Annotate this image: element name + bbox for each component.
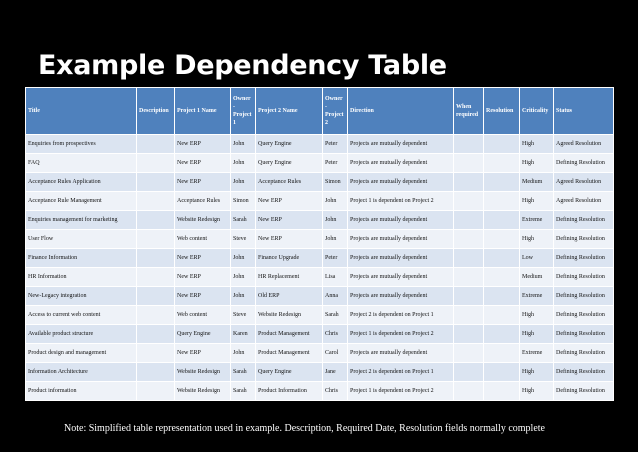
table-cell: Projects are mutually dependent	[348, 344, 454, 363]
table-cell: Extreme	[520, 344, 554, 363]
table-cell: Defining Resolution	[554, 230, 614, 249]
table-cell: Acceptance Rules	[175, 192, 231, 211]
table-cell: Agreed Resolution	[554, 135, 614, 154]
table-cell: Defining Resolution	[554, 363, 614, 382]
table-cell	[484, 344, 520, 363]
table-cell: John	[231, 135, 256, 154]
table-cell: Projects are mutually dependent	[348, 135, 454, 154]
table-cell	[454, 306, 484, 325]
table-cell: John	[231, 249, 256, 268]
table-cell	[454, 382, 484, 401]
table-cell	[454, 173, 484, 192]
table-cell: Website Redesign	[256, 306, 323, 325]
table-cell: High	[520, 135, 554, 154]
footnote: Note: Simplified table representation used in example. Description, Required Date, Resolution fields normally complete	[64, 423, 545, 434]
table-cell: Agreed Resolution	[554, 173, 614, 192]
table-cell: Acceptance Rules	[256, 173, 323, 192]
table-cell: Lisa	[323, 268, 348, 287]
table-cell: Project 1 is dependent on Project 2	[348, 325, 454, 344]
table-cell	[137, 363, 175, 382]
table-cell: Jane	[323, 363, 348, 382]
table-cell: Projects are mutually dependent	[348, 154, 454, 173]
table-cell	[484, 135, 520, 154]
table-cell: High	[520, 154, 554, 173]
table-cell: Product Management	[256, 344, 323, 363]
table-cell: Steve	[231, 230, 256, 249]
table-cell: New ERP	[256, 211, 323, 230]
table-cell: FAQ	[26, 154, 137, 173]
table-cell	[484, 173, 520, 192]
table-cell: Information Architecture	[26, 363, 137, 382]
table-row	[26, 211, 614, 230]
table-cell: Project 1 is dependent on Project 2	[348, 382, 454, 401]
table-cell: HR Information	[26, 268, 137, 287]
table-cell: High	[520, 325, 554, 344]
table-cell: Finance Upgrade	[256, 249, 323, 268]
slide-title: Example Dependency Table	[38, 50, 447, 81]
table-cell	[454, 249, 484, 268]
table-cell	[137, 268, 175, 287]
table-cell: Carol	[323, 344, 348, 363]
table-cell	[454, 192, 484, 211]
table-cell: Projects are mutually dependent	[348, 211, 454, 230]
table-cell	[137, 173, 175, 192]
table-row	[26, 325, 614, 344]
table-cell: Defining Resolution	[554, 268, 614, 287]
table-cell: John	[323, 211, 348, 230]
table-cell: Acceptance Rule Management	[26, 192, 137, 211]
table-cell: Website Redesign	[175, 211, 231, 230]
table-row	[26, 249, 614, 268]
table-cell	[454, 363, 484, 382]
table-cell	[137, 154, 175, 173]
table-cell: John	[231, 287, 256, 306]
dependency-table-container	[25, 87, 613, 401]
table-cell: New-Legacy integration	[26, 287, 137, 306]
table-cell: Query Engine	[175, 325, 231, 344]
column-header: When required	[454, 88, 484, 135]
table-cell	[484, 154, 520, 173]
table-cell: New ERP	[175, 249, 231, 268]
table-cell	[484, 306, 520, 325]
table-cell: Query Engine	[256, 135, 323, 154]
table-cell: Projects are mutually dependent	[348, 230, 454, 249]
table-cell: New ERP	[256, 230, 323, 249]
table-row	[26, 192, 614, 211]
table-row	[26, 363, 614, 382]
dependency-table	[25, 87, 614, 401]
table-cell	[137, 306, 175, 325]
column-header: Project 1 Name	[175, 88, 231, 135]
table-cell	[137, 192, 175, 211]
column-header: Owner - Project 1	[231, 88, 256, 135]
column-header: Project 2 Name	[256, 88, 323, 135]
table-cell	[454, 344, 484, 363]
column-header: Owner - Project 2	[323, 88, 348, 135]
table-row	[26, 268, 614, 287]
table-row	[26, 382, 614, 401]
table-cell: Web content	[175, 230, 231, 249]
table-cell	[137, 249, 175, 268]
table-cell: Product Information	[256, 382, 323, 401]
table-cell	[137, 325, 175, 344]
table-cell: Projects are mutually dependent	[348, 268, 454, 287]
table-cell: John	[231, 154, 256, 173]
table-cell: John	[323, 192, 348, 211]
table-cell	[137, 287, 175, 306]
column-header: Direction	[348, 88, 454, 135]
table-cell: New ERP	[175, 173, 231, 192]
table-cell: Product design and management	[26, 344, 137, 363]
table-cell: Old ERP	[256, 287, 323, 306]
table-header-row	[26, 88, 614, 135]
table-cell: Simon	[323, 173, 348, 192]
table-cell: Sarah	[231, 382, 256, 401]
table-cell: Agreed Resolution	[554, 192, 614, 211]
table-cell: Sarah	[323, 306, 348, 325]
table-cell	[454, 230, 484, 249]
table-cell: HR Replacement	[256, 268, 323, 287]
table-cell	[484, 192, 520, 211]
table-cell: Available product structure	[26, 325, 137, 344]
table-cell: Product Management	[256, 325, 323, 344]
table-cell	[484, 211, 520, 230]
table-cell: Defining Resolution	[554, 325, 614, 344]
table-row	[26, 287, 614, 306]
table-cell: Low	[520, 249, 554, 268]
table-cell: Chris	[323, 382, 348, 401]
table-cell	[454, 287, 484, 306]
table-cell: Defining Resolution	[554, 287, 614, 306]
table-cell: New ERP	[256, 192, 323, 211]
table-cell: Medium	[520, 268, 554, 287]
table-row	[26, 230, 614, 249]
table-cell: Product information	[26, 382, 137, 401]
table-cell: High	[520, 363, 554, 382]
table-cell: John	[231, 344, 256, 363]
table-cell: New ERP	[175, 268, 231, 287]
table-cell	[137, 230, 175, 249]
table-cell	[454, 211, 484, 230]
table-cell: Defining Resolution	[554, 211, 614, 230]
table-cell: New ERP	[175, 135, 231, 154]
table-cell	[484, 230, 520, 249]
column-header: Criticality	[520, 88, 554, 135]
table-cell: Defining Resolution	[554, 154, 614, 173]
table-cell: Website Redesign	[175, 382, 231, 401]
table-cell	[454, 135, 484, 154]
table-cell: John	[323, 230, 348, 249]
table-cell	[484, 268, 520, 287]
column-header: Description	[137, 88, 175, 135]
table-cell: Project 1 is dependent on Project 2	[348, 192, 454, 211]
table-cell: High	[520, 192, 554, 211]
table-cell: Acceptance Rules Application	[26, 173, 137, 192]
table-cell: Defining Resolution	[554, 306, 614, 325]
table-cell: Anna	[323, 287, 348, 306]
table-cell: Extreme	[520, 211, 554, 230]
table-cell: Medium	[520, 173, 554, 192]
table-cell: John	[231, 268, 256, 287]
table-row	[26, 154, 614, 173]
table-cell: Sarah	[231, 211, 256, 230]
table-cell: Peter	[323, 249, 348, 268]
table-cell: Project 2 is dependent on Project 1	[348, 306, 454, 325]
table-cell	[454, 325, 484, 344]
table-cell: Simon	[231, 192, 256, 211]
table-cell: Defining Resolution	[554, 344, 614, 363]
table-cell: Peter	[323, 154, 348, 173]
table-cell: Projects are mutually dependent	[348, 249, 454, 268]
table-cell: Project 2 is dependent on Project 1	[348, 363, 454, 382]
table-cell	[137, 344, 175, 363]
table-cell	[484, 287, 520, 306]
table-cell	[137, 211, 175, 230]
table-cell: Finance Information	[26, 249, 137, 268]
table-cell	[484, 249, 520, 268]
column-header: Title	[26, 88, 137, 135]
table-cell: Karen	[231, 325, 256, 344]
table-cell: New ERP	[175, 287, 231, 306]
table-cell: Chris	[323, 325, 348, 344]
table-cell: Enquiries from prospectives	[26, 135, 137, 154]
table-cell: New ERP	[175, 344, 231, 363]
table-row	[26, 344, 614, 363]
table-cell	[484, 363, 520, 382]
column-header: Status	[554, 88, 614, 135]
table-cell: John	[231, 173, 256, 192]
table-cell	[454, 268, 484, 287]
table-cell: Steve	[231, 306, 256, 325]
table-cell: Projects are mutually dependent	[348, 173, 454, 192]
table-cell: Website Redesign	[175, 363, 231, 382]
table-cell	[137, 382, 175, 401]
table-cell: High	[520, 306, 554, 325]
table-body	[26, 135, 614, 401]
column-header: Resolution	[484, 88, 520, 135]
table-row	[26, 306, 614, 325]
table-cell: Peter	[323, 135, 348, 154]
table-cell	[484, 382, 520, 401]
table-cell: Access to current web content	[26, 306, 137, 325]
table-cell	[484, 325, 520, 344]
table-cell: Query Engine	[256, 154, 323, 173]
table-row	[26, 135, 614, 154]
table-cell: Web content	[175, 306, 231, 325]
table-cell	[454, 154, 484, 173]
table-cell: High	[520, 382, 554, 401]
table-cell: Query Engine	[256, 363, 323, 382]
table-cell: Projects are mutually dependent	[348, 287, 454, 306]
table-cell: Enquiries management for marketing	[26, 211, 137, 230]
table-cell: High	[520, 230, 554, 249]
table-row	[26, 173, 614, 192]
table-cell: Defining Resolution	[554, 249, 614, 268]
table-cell: Sarah	[231, 363, 256, 382]
table-cell: User Flow	[26, 230, 137, 249]
table-cell: Extreme	[520, 287, 554, 306]
table-cell: New ERP	[175, 154, 231, 173]
table-cell: Defining Resolution	[554, 382, 614, 401]
table-cell	[137, 135, 175, 154]
